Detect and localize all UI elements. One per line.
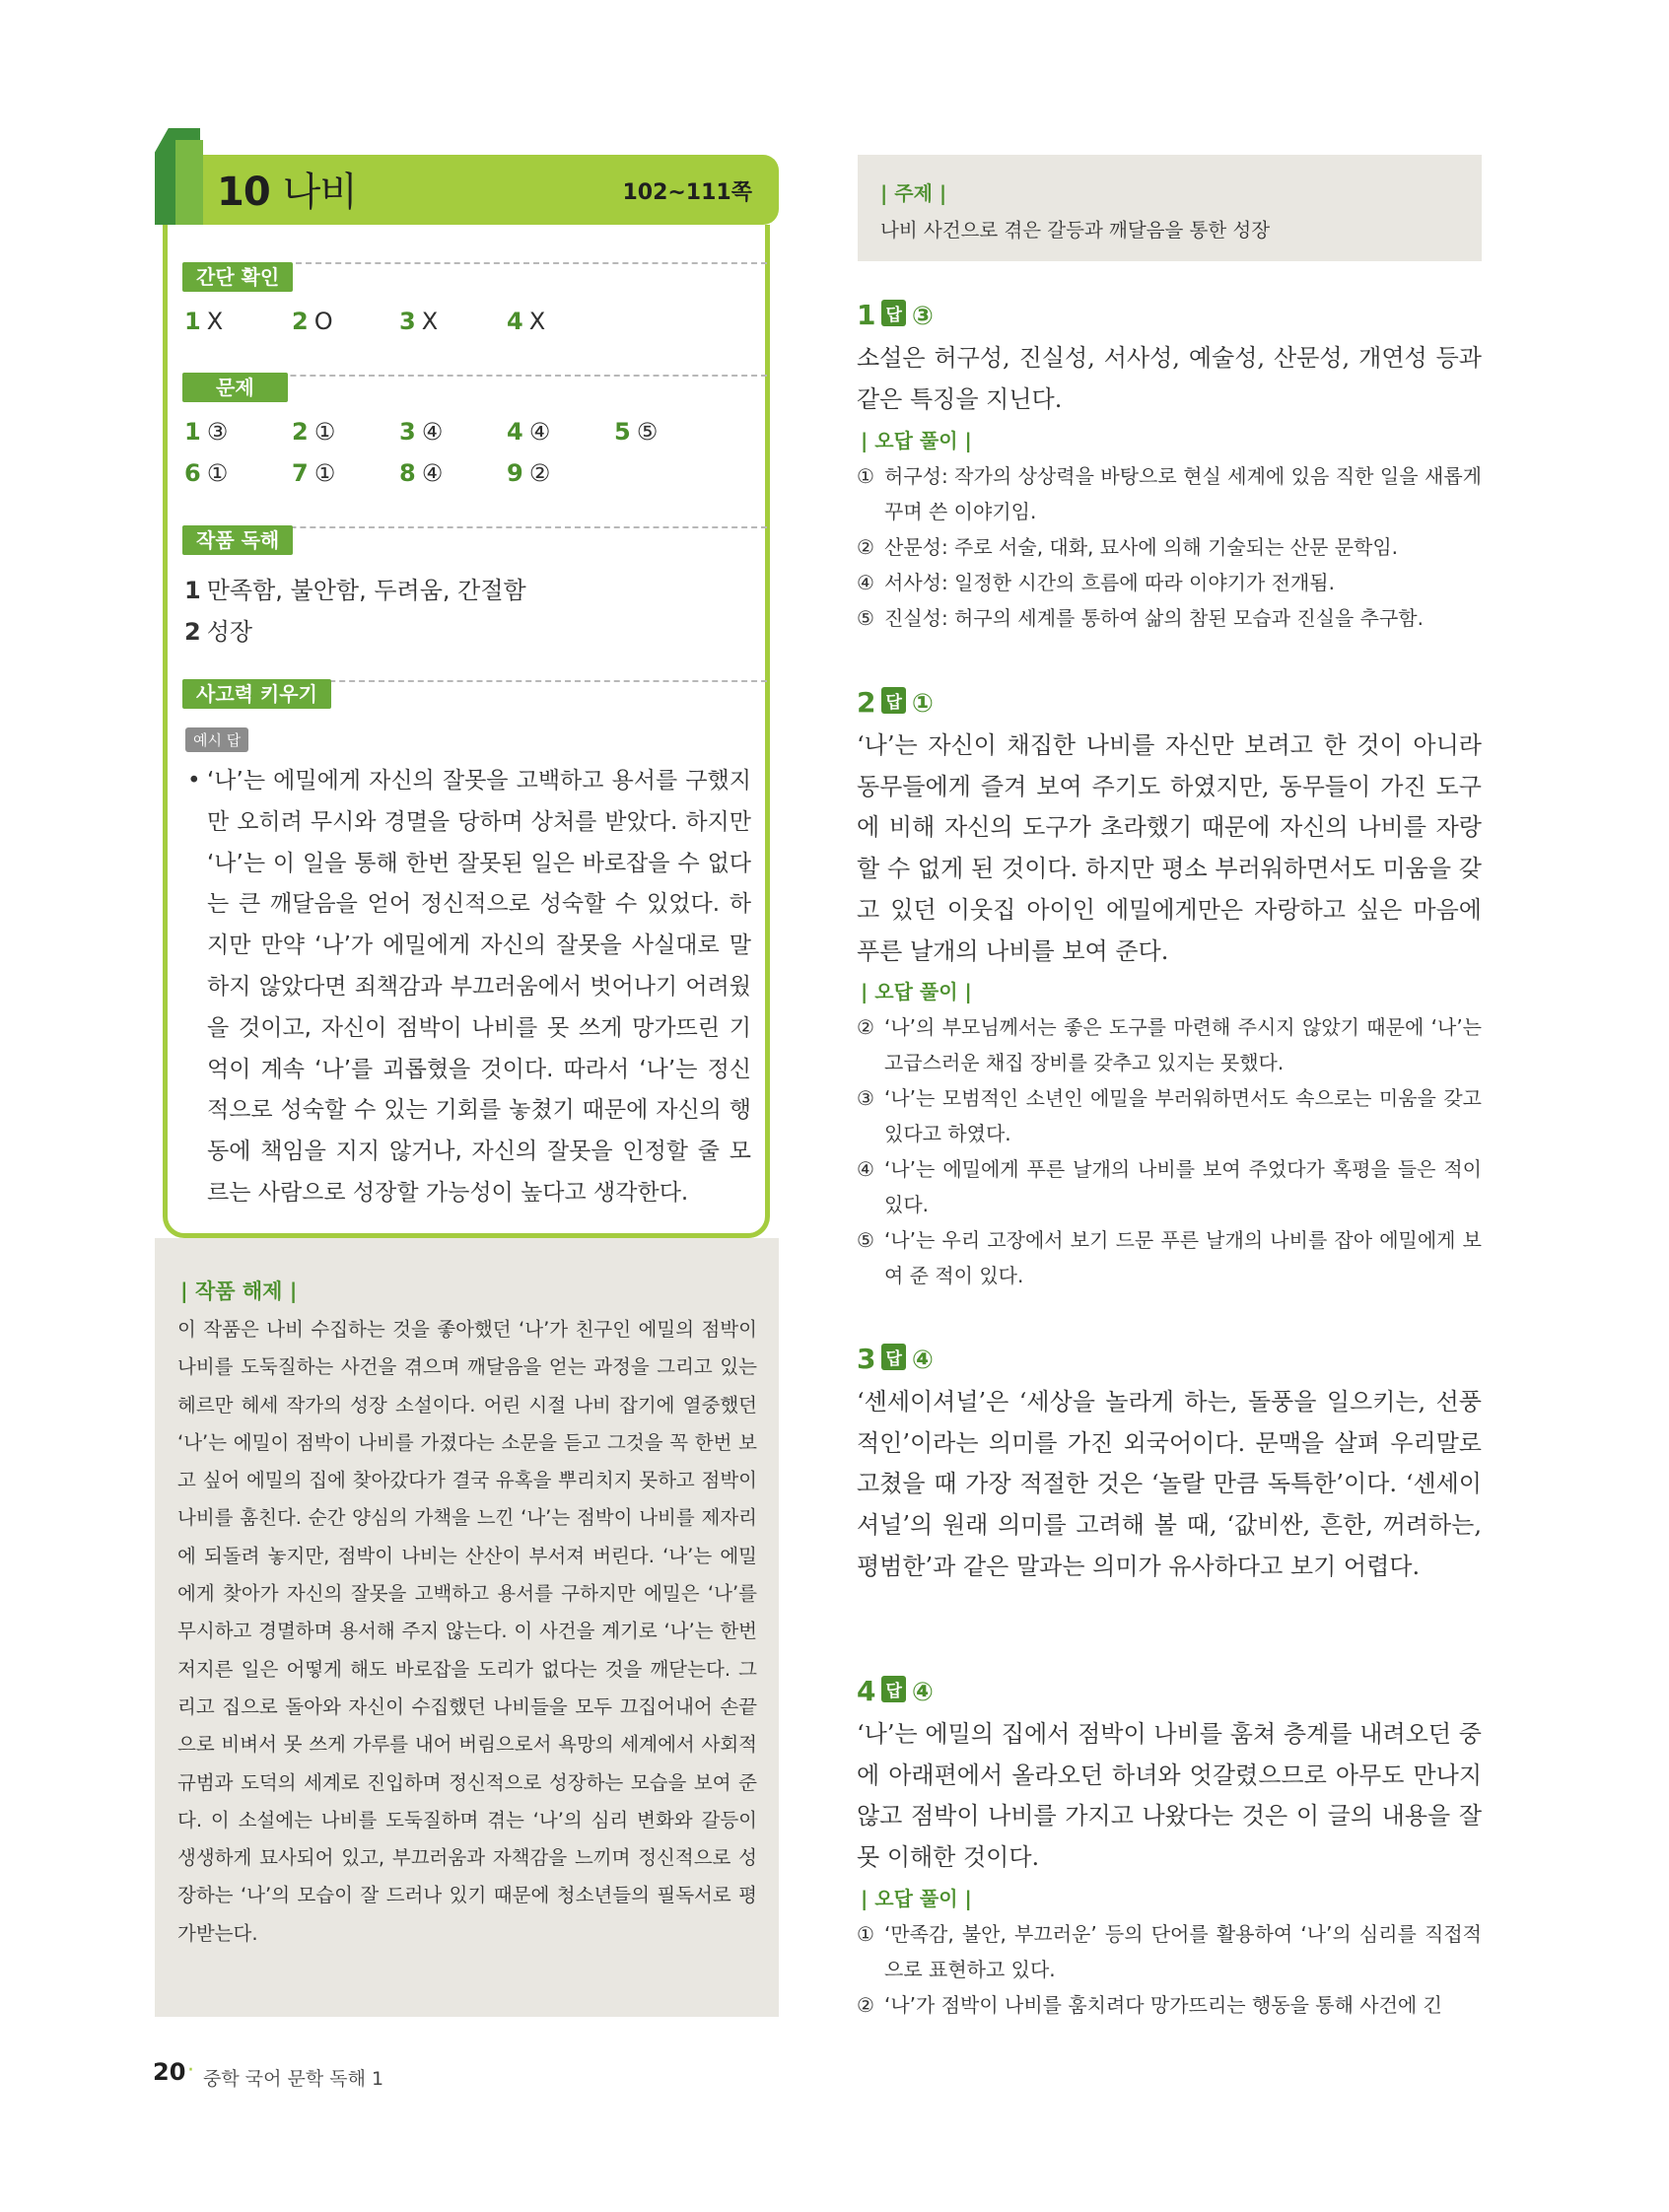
question-heading: 2 답 ① <box>857 686 934 719</box>
theme-box <box>858 155 1482 261</box>
problem-answer: 2 ① <box>292 418 336 446</box>
wrong-answer-item: ⑤ 진실성: 허구의 세계를 통하여 삶의 참된 모습과 진실을 추구함. <box>857 606 1424 630</box>
problems-tag: 문제 <box>182 373 288 402</box>
theme-text: 나비 사건으로 겪은 갈등과 깨달음을 통한 성장 <box>880 219 1271 242</box>
quick-answer: 4 X <box>507 308 546 335</box>
problem-answer: 4 ④ <box>507 418 551 446</box>
wrong-answer-title: | 오답 풀이 | <box>861 980 972 1003</box>
theme-title: | 주제 | <box>880 181 947 205</box>
footer-separator: · <box>187 2058 194 2083</box>
reading-answer: 1 만족함, 불안함, 두려움, 간절함 <box>184 577 526 604</box>
book-tab-decoration-inner <box>175 140 203 225</box>
unit-name: 나비 <box>282 170 357 215</box>
quick-answer: 2 O <box>292 308 333 335</box>
question-explanation: ‘센세이셔널’은 ‘세상을 놀라게 하는, 돌풍을 일으키는, 선풍적인’이라는 의미를 가진 외국어이다. 문맥을 살펴 우리말로 고쳤을 때 가장 적절한 것은 ‘놀랄 만큼 독특한’이다. ‘센세이셔널’의 원래 의미를 고려해 볼 때, ‘값비싼, 흔한, 꺼려하는, 평범한’과 같은 말과는 의미가 유사하다고 보기 어렵다. <box>857 1388 1482 1580</box>
question-explanation: ‘나’는 자신이 채집한 나비를 자신만 보려고 한 것이 아니라 동무들에게 즐겨 보여 주기도 하였지만, 동무들이 가진 도구에 비해 자신의 도구가 초라했기 때문에 자신의 나비를 자랑할 수 없게 된 것이다. 하지만 평소 부러워하면서도 미움을 갖고 있던 이웃집 아이인 에밀에게만은 자랑하고 싶은 마음에 푸른 날개의 나비를 보여 준다. <box>857 731 1482 965</box>
quick-check-tag: 간단 확인 <box>182 262 293 292</box>
problem-answer: 1 ③ <box>184 418 229 446</box>
essay-body: ‘나’는 에밀에게 자신의 잘못을 고백하고 용서를 구했지만 오히려 무시와 경멸을 당하며 상처를 받았다. 하지만 ‘나’는 이 일을 통해 한번 잘못된 일은 바로잡을 수 없다는 큰 깨달음을 얻어 정신적으로 성숙할 수 있었다. 하지만 만약 ‘나’가 에밀에게 자신의 잘못을 사실대로 말하지 않았다면 죄책감과 부끄러움에서 벗어나기 어려웠을 것이고, 자신이 점박이 나비를 못 쓰게 망가뜨린 기억이 계속 ‘나’를 괴롭혔을 것이다. 따라서 ‘나’는 정신적으로 성숙할 수 있는 기회를 놓쳤기 때문에 자신의 행동에 책임을 지지 않거나, 자신의 잘못을 인정할 줄 모르는 사람으로 성장할 가능성이 높다고 생각한다. <box>207 768 751 1206</box>
thinking-tag: 사고력 키우기 <box>182 679 331 709</box>
wrong-answer-item: ② ‘나’의 부모님께서는 좋은 도구를 마련해 주시지 않았기 때문에 ‘나’는 고급스러운 채집 장비를 갖추고 있지는 못했다. <box>857 1015 1482 1074</box>
question-explanation: ‘나’는 에밀의 집에서 점박이 나비를 훔쳐 층계를 내려오던 중에 아래편에서 올라오던 하녀와 엇갈렸으므로 아무도 만나지 않고 점박이 나비를 가지고 나왔다는 것은 이 글의 내용을 잘못 이해한 것이다. <box>857 1720 1482 1872</box>
book-title: 중학 국어 문학 독해 1 <box>203 2068 384 2090</box>
wrong-answer-item: ① ‘만족감, 불안, 부끄러운’ 등의 단어를 활용하여 ‘나’의 심리를 직접적으로 표현하고 있다. <box>857 1922 1482 1981</box>
problem-answer: 6 ① <box>184 459 229 487</box>
question-heading: 3 답 ④ <box>857 1343 934 1375</box>
bullet: • <box>187 768 201 794</box>
problem-answer: 8 ④ <box>399 459 444 487</box>
problem-answer: 3 ④ <box>399 418 444 446</box>
reading-answer: 2 성장 <box>184 618 253 646</box>
wrong-answer-list <box>857 1916 1482 2023</box>
sample-answer-text <box>187 761 751 1214</box>
wrong-answer-item: ② 산문성: 주로 서술, 대화, 묘사에 의해 기술되는 산문 문학임. <box>857 535 1399 559</box>
quick-answer: 3 X <box>399 308 439 335</box>
answer-badge: 답 <box>881 1344 905 1370</box>
wrong-answer-list <box>857 1009 1482 1293</box>
unit-pages: 102~111쪽 <box>622 180 752 205</box>
wrong-answer-item: ④ 서사성: 일정한 시간의 흐름에 따라 이야기가 전개됨. <box>857 571 1335 594</box>
answer-badge: 답 <box>881 300 905 326</box>
wrong-answer-item: ⑤ ‘나’는 우리 고장에서 보기 드문 푸른 날개의 나비를 잡아 에밀에게 보여 준 적이 있다. <box>857 1228 1482 1287</box>
wrong-answer-title: | 오답 풀이 | <box>861 1887 972 1910</box>
problem-answer: 9 ② <box>507 459 551 487</box>
reading-tag: 작품 독해 <box>182 525 293 555</box>
sample-answer-tag: 예시 답 <box>185 727 248 752</box>
question-explanation: 소설은 허구성, 진실성, 서사성, 예술성, 산문성, 개연성 등과 같은 특징을 지닌다. <box>857 344 1482 413</box>
wrong-answer-item: ③ ‘나’는 모범적인 소년인 에밀을 부러워하면서도 속으로는 미움을 갖고 있다고 하였다. <box>857 1086 1482 1145</box>
problem-answer: 5 ⑤ <box>614 418 659 446</box>
divider <box>296 262 767 264</box>
wrong-answer-item: ① 허구성: 작가의 상상력을 바탕으로 현실 세계에 있음 직한 일을 새롭게 꾸며 쓴 이야기임. <box>857 464 1482 523</box>
question-heading: 1 답 ③ <box>857 299 934 331</box>
page-number: 20 <box>153 2058 186 2086</box>
unit-number: 10 <box>217 170 270 215</box>
unit-title <box>217 161 357 217</box>
wrong-answer-item: ④ ‘나’는 에밀에게 푸른 날개의 나비를 보여 주었다가 혹평을 들은 적이 있다. <box>857 1157 1482 1216</box>
question-heading: 4 답 ④ <box>857 1675 934 1707</box>
answer-badge: 답 <box>881 1676 905 1702</box>
wrong-answer-list <box>857 458 1482 636</box>
quick-answer: 1 X <box>184 308 224 335</box>
wrong-answer-title: | 오답 풀이 | <box>861 429 972 452</box>
problem-answer: 7 ① <box>292 459 336 487</box>
answer-badge: 답 <box>881 687 905 714</box>
commentary-title: | 작품 해제 | <box>180 1279 298 1303</box>
commentary-text: 이 작품은 나비 수집하는 것을 좋아했던 ‘나’가 친구인 에밀의 점박이 나비를 도둑질하는 사건을 겪으며 깨달음을 얻는 과정을 그리고 있는 헤르만 헤세 작가의 성장 소설이다. 어린 시절 나비 잡기에 열중했던 ‘나’는 에밀이 점박이 나비를 가졌다는 소문을 듣고 그것을 꼭 한번 보고 싶어 에밀의 집에 찾아갔다가 결국 유혹을 뿌리치지 못하고 점박이 나비를 훔친다. 순간 양심의 가책을 느낀 ‘나’는 점박이 나비를 제자리에 되돌려 놓지만, 점박이 나비는 산산이 부서져 버린다. ‘나’는 에밀에게 찾아가 자신의 잘못을 고백하고 용서를 구하지만 에밀은 ‘나’를 무시하고 경멸하며 용서해 주지 않는다. 이 사건을 계기로 ‘나’는 한번 저지른 일은 어떻게 해도 바로잡을 도리가 없다는 것을 깨닫는다. 그리고 집으로 돌아와 자신이 수집했던 나비들을 모두 끄집어내어 손끝으로 비벼서 못 쓰게 가루를 내어 버림으로서 욕망의 세계에서 사회적 규범과 도덕의 세계로 진입하며 정신적으로 성장하는 모습을 보여 준다. 이 소설에는 나비를 도둑질하며 겪는 ‘나’의 심리 변화와 갈등이 생생하게 묘사되어 있고, 부끄러움과 자책감을 느끼며 정신적으로 성장하는 ‘나’의 모습이 잘 드러나 있기 때문에 청소년들의 필독서로 평가받는다. <box>177 1318 757 1945</box>
wrong-answer-item: ② ‘나’가 점박이 나비를 훔치려다 망가뜨리는 행동을 통해 사건에 긴 <box>857 1993 1442 2017</box>
